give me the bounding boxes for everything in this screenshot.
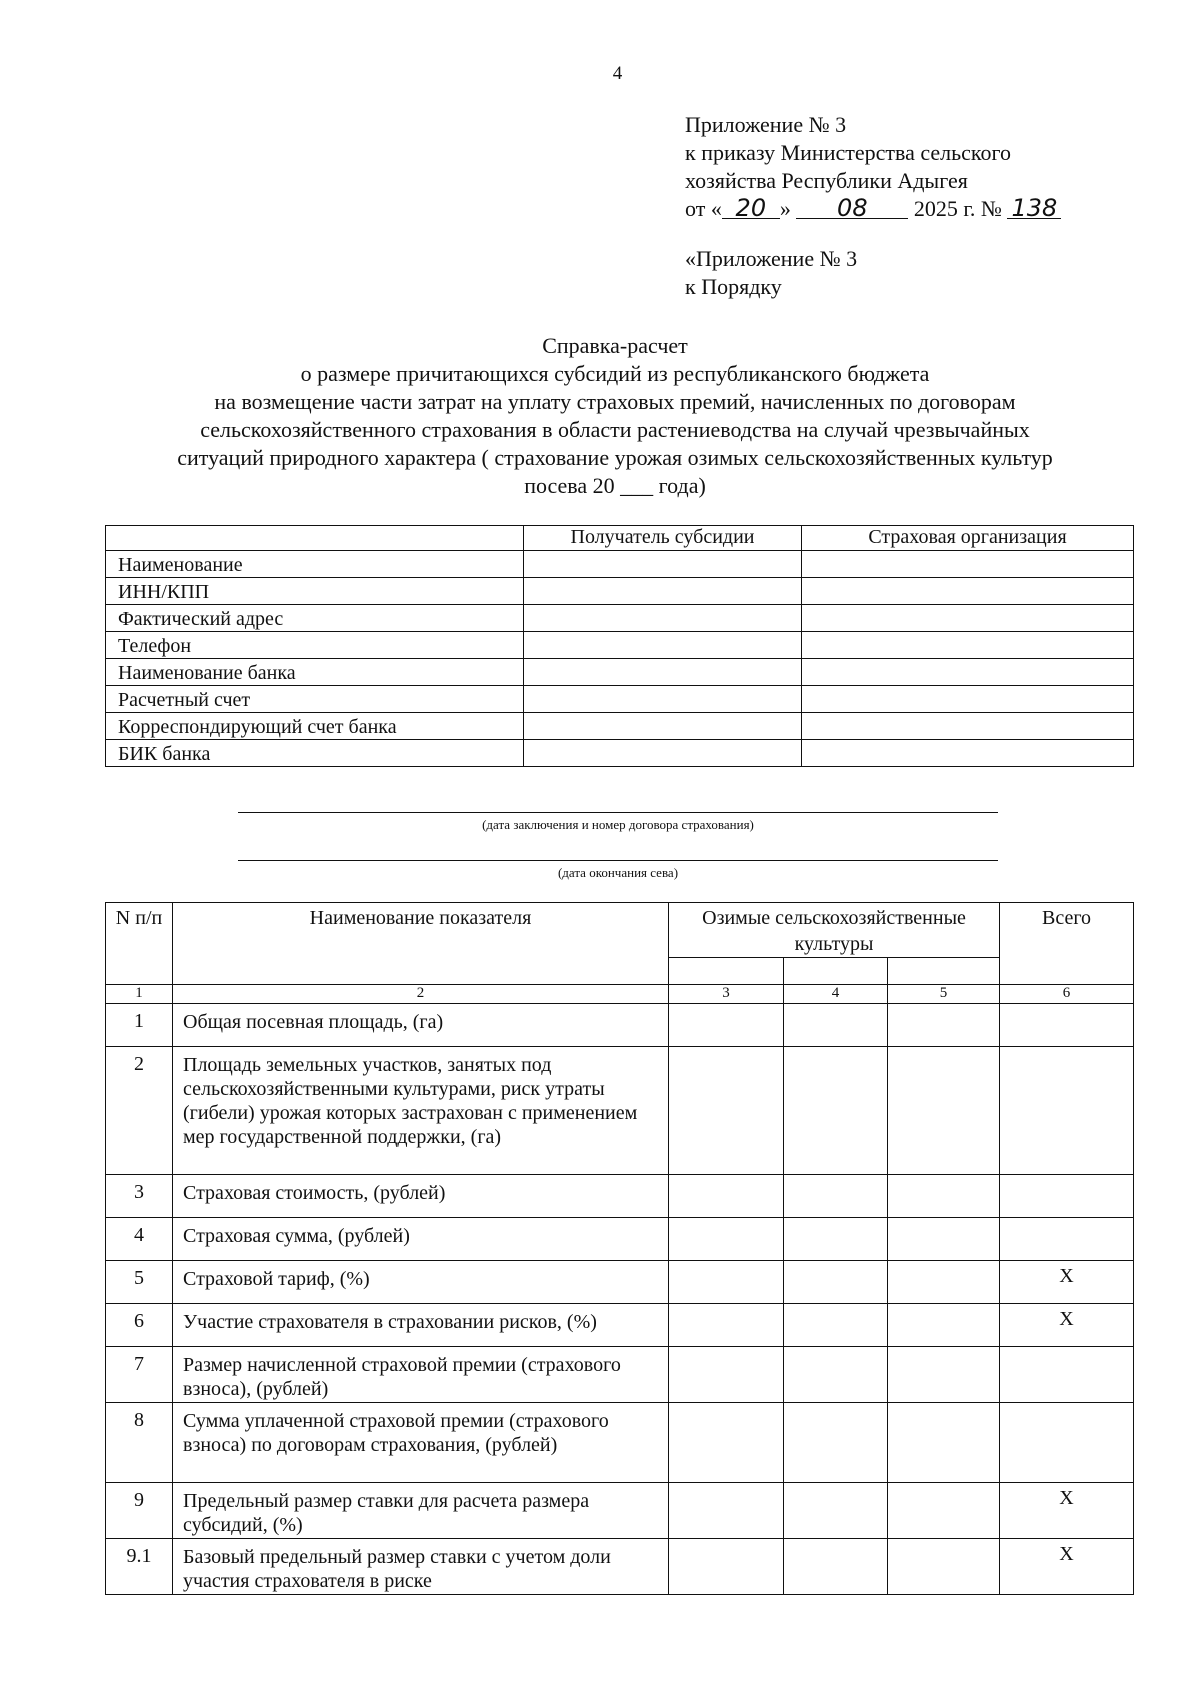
- value-cell[interactable]: [784, 1175, 888, 1218]
- row-num: 3: [106, 1175, 173, 1218]
- x-mark: Х: [1000, 1261, 1134, 1304]
- row-label: Телефон: [106, 632, 524, 659]
- calc-header-row: [106, 903, 1134, 958]
- table-row: [106, 740, 1134, 767]
- parties-table: [105, 525, 1134, 767]
- row-name: Размер начисленной страховой премии (страхового взноса), (рублей): [173, 1347, 669, 1403]
- title-line-6: посева 20 ___ года): [524, 473, 706, 498]
- row-name: Площадь земельных участков, занятых под сельскохозяйственными культурами, риск утраты (гибели) урожая которых застрахован с применением мер государственной поддержки, (га): [173, 1047, 669, 1175]
- row-num: 9.1: [106, 1539, 173, 1595]
- column-number: 6: [1000, 985, 1134, 1004]
- row-num: 2: [106, 1047, 173, 1175]
- parties-header-row: [106, 526, 1134, 551]
- row-label: БИК банка: [106, 740, 524, 767]
- x-mark: Х: [1000, 1539, 1134, 1595]
- date-year: 2025 г. №: [913, 196, 1002, 221]
- value-cell[interactable]: [669, 1261, 784, 1304]
- table-row: [106, 1347, 1134, 1403]
- date-day: 20: [722, 198, 780, 219]
- table-row: [106, 1539, 1134, 1595]
- row-name: Страховой тариф, (%): [173, 1261, 669, 1304]
- table-row: [106, 1403, 1134, 1483]
- approval-line-2: к приказу Министерства сельского: [685, 140, 1011, 165]
- insurer-cell[interactable]: [802, 605, 1134, 632]
- total-cell[interactable]: [1000, 1047, 1134, 1175]
- header-name: Наименование показателя: [173, 903, 669, 985]
- value-cell[interactable]: [669, 1347, 784, 1403]
- title-line-1: Справка-расчет: [542, 333, 688, 358]
- column-number: 5: [888, 985, 1000, 1004]
- value-cell[interactable]: [669, 1175, 784, 1218]
- table-row: [106, 578, 1134, 605]
- insurer-cell[interactable]: [802, 632, 1134, 659]
- table-row: [106, 551, 1134, 578]
- crop-subheader-1[interactable]: [669, 958, 784, 985]
- row-num: 7: [106, 1347, 173, 1403]
- approval-line-1: Приложение № 3: [685, 112, 847, 137]
- row-num: 6: [106, 1304, 173, 1347]
- sowing-signature-line[interactable]: [238, 860, 998, 861]
- insurer-cell[interactable]: [802, 686, 1134, 713]
- document-title: [110, 332, 1120, 500]
- value-cell[interactable]: [784, 1539, 888, 1595]
- title-line-2: о размере причитающихся субсидий из республиканского бюджета: [300, 361, 930, 386]
- table-row: [106, 1047, 1134, 1175]
- table-row: [106, 1004, 1134, 1047]
- recipient-cell[interactable]: [524, 686, 802, 713]
- total-cell[interactable]: [1000, 1004, 1134, 1047]
- insurer-cell[interactable]: [802, 551, 1134, 578]
- value-cell[interactable]: [669, 1304, 784, 1347]
- value-cell[interactable]: [784, 1004, 888, 1047]
- value-cell[interactable]: [669, 1483, 784, 1539]
- row-num: 1: [106, 1004, 173, 1047]
- value-cell[interactable]: [888, 1304, 1000, 1347]
- table-row: [106, 1304, 1134, 1347]
- crop-subheader-2[interactable]: [784, 958, 888, 985]
- column-number: 1: [106, 985, 173, 1004]
- row-label: Расчетный счет: [106, 686, 524, 713]
- table-row: [106, 686, 1134, 713]
- crop-subheader-3[interactable]: [888, 958, 1000, 985]
- approval-date-line: [685, 195, 1061, 223]
- value-cell[interactable]: [888, 1483, 1000, 1539]
- row-label: Наименование: [106, 551, 524, 578]
- row-name: Сумма уплаченной страховой премии (страхового взноса) по договорам страхования, (рублей): [173, 1403, 669, 1483]
- contract-caption: (дата заключения и номер договора страхования): [482, 817, 754, 832]
- x-mark: Х: [1000, 1483, 1134, 1539]
- row-name: Предельный размер ставки для расчета размера субсидий, (%): [173, 1483, 669, 1539]
- row-num: 4: [106, 1218, 173, 1261]
- value-cell[interactable]: [784, 1047, 888, 1175]
- column-number: 3: [669, 985, 784, 1004]
- recipient-cell[interactable]: [524, 659, 802, 686]
- row-num: 8: [106, 1403, 173, 1483]
- table-row: [106, 1483, 1134, 1539]
- table-row: [106, 632, 1134, 659]
- header-num: N п/п: [106, 903, 173, 985]
- calculation-table: [105, 902, 1134, 1595]
- header-total: Всего: [1000, 903, 1134, 985]
- title-line-4: сельскохозяйственного страхования в области растениеводства на случай чрезвычайных: [200, 417, 1030, 442]
- table-row: [106, 713, 1134, 740]
- value-cell[interactable]: [784, 1261, 888, 1304]
- value-cell[interactable]: [784, 1403, 888, 1483]
- recipient-cell[interactable]: [524, 740, 802, 767]
- table-row: [106, 1261, 1134, 1304]
- sowing-caption: (дата окончания сева): [557, 865, 679, 880]
- value-cell[interactable]: [888, 1175, 1000, 1218]
- header-crops: Озимые сельскохозяйственные культуры: [669, 903, 1000, 958]
- page-number: 4: [612, 63, 623, 84]
- recipient-cell[interactable]: [524, 713, 802, 740]
- date-prefix: от «: [685, 196, 722, 221]
- row-label: Корреспондирующий счет банка: [106, 713, 524, 740]
- title-line-3: на возмещение части затрат на уплату страховых премий, начисленных по договорам: [214, 389, 1016, 414]
- total-cell[interactable]: [1000, 1403, 1134, 1483]
- row-num: 9: [106, 1483, 173, 1539]
- recipient-cell[interactable]: [524, 605, 802, 632]
- table-row: [106, 1218, 1134, 1261]
- value-cell[interactable]: [669, 1539, 784, 1595]
- row-name: Страховая сумма, (рублей): [173, 1218, 669, 1261]
- title-line-5: ситуаций природного характера ( страхование урожая озимых сельскохозяйственных культур: [177, 445, 1053, 470]
- contract-signature-line[interactable]: [238, 812, 998, 813]
- recipient-cell[interactable]: [524, 551, 802, 578]
- value-cell[interactable]: [784, 1347, 888, 1403]
- value-cell[interactable]: [784, 1304, 888, 1347]
- column-number: 2: [173, 985, 669, 1004]
- value-cell[interactable]: [669, 1047, 784, 1175]
- approval-line-3: хозяйства Республики Адыгея: [685, 168, 968, 193]
- total-cell[interactable]: [1000, 1175, 1134, 1218]
- value-cell[interactable]: [784, 1483, 888, 1539]
- parties-header-blank: [106, 526, 524, 551]
- date-month: 08: [796, 198, 908, 219]
- row-name: Страховая стоимость, (рублей): [173, 1175, 669, 1218]
- x-mark: Х: [1000, 1304, 1134, 1347]
- appendix-line-2: к Порядку: [685, 274, 782, 299]
- insurer-cell[interactable]: [802, 578, 1134, 605]
- row-name: Участие страхователя в страховании рисков, (%): [173, 1304, 669, 1347]
- insurer-cell[interactable]: [802, 659, 1134, 686]
- value-cell[interactable]: [669, 1403, 784, 1483]
- table-row: [106, 659, 1134, 686]
- table-row: [106, 1175, 1134, 1218]
- recipient-cell[interactable]: [524, 632, 802, 659]
- value-cell[interactable]: [888, 1004, 1000, 1047]
- total-cell[interactable]: [1000, 1347, 1134, 1403]
- value-cell[interactable]: [669, 1004, 784, 1047]
- row-num: 5: [106, 1261, 173, 1304]
- insurer-cell[interactable]: [802, 740, 1134, 767]
- value-cell[interactable]: [888, 1047, 1000, 1175]
- appendix-line-1: «Приложение № 3: [685, 246, 858, 271]
- value-cell[interactable]: [888, 1539, 1000, 1595]
- order-number: 138: [1007, 198, 1061, 219]
- value-cell[interactable]: [784, 1218, 888, 1261]
- table-row: [106, 605, 1134, 632]
- parties-header-insurer: Страховая организация: [802, 526, 1134, 551]
- row-name: Общая посевная площадь, (га): [173, 1004, 669, 1047]
- value-cell[interactable]: [888, 1347, 1000, 1403]
- insurer-cell[interactable]: [802, 713, 1134, 740]
- value-cell[interactable]: [888, 1403, 1000, 1483]
- value-cell[interactable]: [888, 1261, 1000, 1304]
- row-name: Базовый предельный размер ставки с учетом доли участия страхователя в риске: [173, 1539, 669, 1595]
- column-numbers-row: [106, 985, 1134, 1004]
- date-mid: »: [779, 196, 791, 221]
- recipient-cell[interactable]: [524, 578, 802, 605]
- value-cell[interactable]: [669, 1218, 784, 1261]
- value-cell[interactable]: [888, 1218, 1000, 1261]
- column-number: 4: [784, 985, 888, 1004]
- total-cell[interactable]: [1000, 1218, 1134, 1261]
- row-label: ИНН/КПП: [106, 578, 524, 605]
- parties-header-recipient: Получатель субсидии: [524, 526, 802, 551]
- approval-block: [685, 111, 1061, 301]
- row-label: Фактический адрес: [106, 605, 524, 632]
- row-label: Наименование банка: [106, 659, 524, 686]
